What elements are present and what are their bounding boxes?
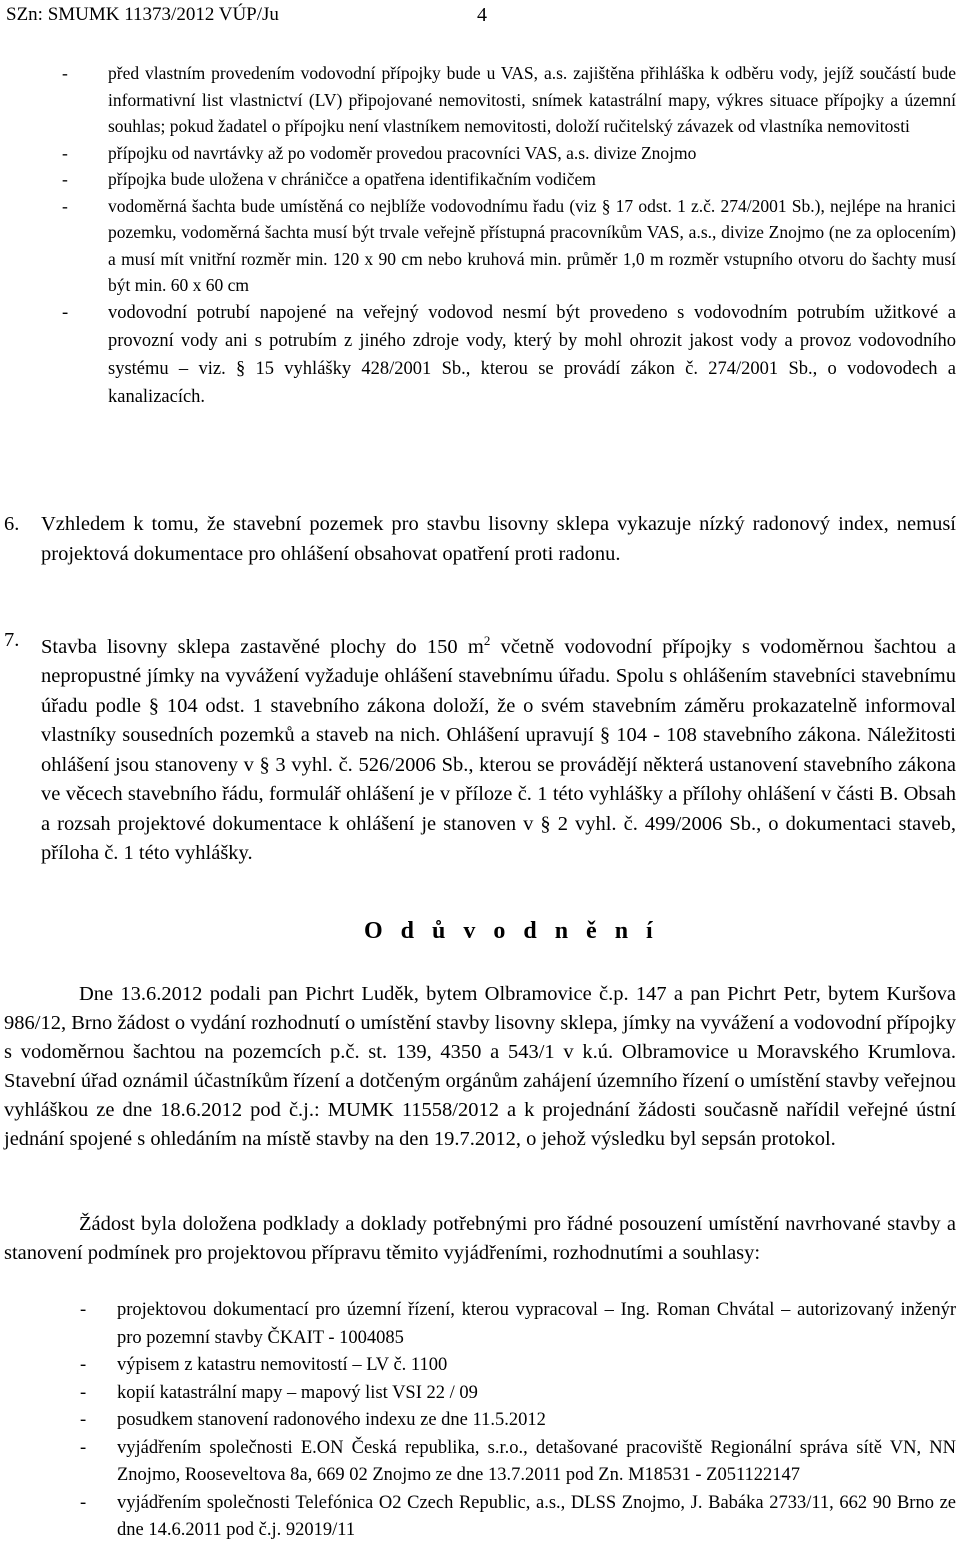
justification-paragraph-2: Žádost byla doložena podklady a doklady potřebnými pro řádné posouzení umístění navrhované stavby a stanovení podmínek pro projektovou přípravu těmito vyjádřeními, rozhodnutími a souhlasy: [4,1213,956,1264]
page-header [6,4,954,34]
list-item-text: přípojku od navrtávky až po vodoměr provedou pracovníci VAS, a.s. divize Znojmo [108,142,697,163]
list-item-text: vyjádřením společnosti E.ON Česká republika, s.r.o., detašované pracoviště Regionální správa sítě VN, NN Znojmo, Rooseveltova 8a, 669 02 Znojmo ze dne 13.7.2011 pod Zn. M18531 - Z051122147 [117,1437,956,1485]
list-item-text: vyjádřením společnosti Telefónica O2 Czech Republic, a.s., DLSS Znojmo, J. Babáka 2733/11, 662 90 Brno ze dne 14.6.2011 pod č.j. 92019/11 [117,1492,956,1540]
point-text-rest: včetně vodovodní přípojky s vodoměrnou šachtou a nepropustné jímky na vyvážení vyžaduje ohlášení stavebnímu úřadu. Spolu s ohlášením stavebníci stavebnímu úřadu podle § 104 odst. 1 stavebního zákona doloží, že o svém stavebním záměru prokazatelně informoval vlastníky sousedních pozemků a staveb na nich. Ohlášení upravují § 104 - 108 stavebního zákona. Náležitosti ohlášení jsou stanoveny v § 3 vyhl. č. 526/2006 Sb., kterou se provádějí některá ustanovení stavebního zákona ve věcech stavebního řádu, formulář ohlášení je v příloze č. 1 této vyhlášky a přílohy ohlášení v části B. Obsah a rozsah projektové dokumentace k ohlášení je stanoven v § 2 vyhl. č. 499/2006 Sb., o dokumentaci staveb, příloha č. 1 této vyhlášky. [41,635,956,865]
point-text-start: Stavba lisovny sklepa zastavěné plochy do 150 m [41,635,484,658]
list-item-text: kopií katastrální mapy – mapový list VSI 22 / 09 [117,1382,478,1403]
list-item: - přípojku od navrtávky až po vodoměr provedou pracovníci VAS, a.s. divize Znojmo [62,142,697,163]
list-item: - přípojka bude uložena v chráničce a opatřena identifikačním vodičem [62,169,596,189]
list-item: - vodovodní potrubí napojené na veřejný vodovod nesmí být provedeno s vodovodním potrubím užitkové a provozní vody ani s potrubím z jiného zdroje vody, který by mohl ohrozit jakost vody a provoz vodovodního systému – viz. § 15 vyhlášky 428/2001 Sb., kterou se provádí zákon č. 274/2001 Sb., o vodovodech a kanalizacích. [62,302,956,407]
point-text: Vzhledem k tomu, že stavební pozemek pro stavbu lisovny sklepa vykazuje nízký radonový index, nemusí projektová dokumentace pro ohlášení obsahovat opatření proti radonu. [41,513,956,565]
conditions-list [0,60,960,411]
point-number: 6. [4,513,20,535]
list-item: - vyjádřením společnosti E.ON Česká republika, s.r.o., detašované pracoviště Regionální správa sítě VN, NN Znojmo, Rooseveltova 8a, 669 02 Znojmo ze dne 13.7.2011 pod Zn. M18531 - Z051122147 [80,1437,956,1485]
list-item: - vyjádřením společnosti Telefónica O2 Czech Republic, a.s., DLSS Znojmo, J. Babáka 2733/11, 662 90 Brno ze dne 14.6.2011 pod č.j. 92019/11 [80,1492,956,1540]
list-item-text: projektovou dokumentací pro územní řízení, kterou vypracoval – Ing. Roman Chvátal – autorizovaný inženýr pro pozemní stavby ČKAIT - 1004085 [117,1300,956,1348]
file-reference: SZn: SMUMK 11373/2012 VÚP/Ju [6,4,279,25]
list-item-text: před vlastním provedením vodovodní přípojky bude u VAS, a.s. zajištěna přihláška k odběru vody, jejíž součástí bude informativní list vlastnictví (LV) připojované nemovitosti, snímek katastrální mapy, výkres situace přípojky a územní souhlas; pokud žadatel o přípojku není vlastníkem nemovitosti, doloží ručitelský závazek od vlastníka nemovitosti [108,63,956,136]
list-item: - projektovou dokumentací pro územní řízení, kterou vypracoval – Ing. Roman Chvátal – autorizovaný inženýr pro pozemní stavby ČKAIT - 1004085 [80,1300,956,1348]
list-item-text: vodoměrná šachta bude umístěná co nejblíže vodovodnímu řadu (viz § 17 odst. 1 z.č. 274/2001 Sb.), nejlépe na hranici pozemku, vodoměrná šachta musí být trvale veřejně přístupná pracovníkům VAS, a.s., divize Znojmo (ne za oplocením) a musí mít vnitřní rozměr min. 120 x 90 cm nebo kruhová min. průměr 1,0 m rozměr vstupního otvoru do šachty musí být min. 60 x 60 cm [108,195,956,295]
documents-list [0,1297,960,1545]
superscript: 2 [483,633,491,648]
list-item: - vodoměrná šachta bude umístěná co nejblíže vodovodnímu řadu (viz § 17 odst. 1 z.č. 274/2001 Sb.), nejlépe na hranici pozemku, vodoměrná šachta musí být trvale veřejně přístupná pracovníkům VAS, a.s., divize Znojmo (ne za oplocením) a musí mít vnitřní rozměr min. 120 x 90 cm nebo kruhová min. průměr 1,0 m rozměr vstupního otvoru do šachty musí být min. 60 x 60 cm [62,195,956,295]
list-item-text: posudkem stanovení radonového indexu ze dne 11.5.2012 [117,1410,546,1430]
point-7 [0,626,960,869]
page-number: 4 [477,4,487,26]
list-item-text: vodovodní potrubí napojené na veřejný vodovod nesmí být provedeno s vodovodním potrubím užitkové a provozní vody ani s potrubím z jiného zdroje vody, který by mohl ohrozit jakost vody a provoz vodovodního systému – viz. § 15 vyhlášky 428/2001 Sb., kterou se provádí zákon č. 274/2001 Sb., o vodovodech a kanalizacích. [108,302,956,407]
point-number: 7. [4,629,20,651]
list-item: - posudkem stanovení radonového indexu ze dne 11.5.2012 [80,1410,546,1430]
list-item-text: výpisem z katastru nemovitostí – LV č. 1100 [117,1355,448,1375]
list-item: - kopií katastrální mapy – mapový list VSI 22 / 09 [80,1382,478,1403]
list-item-text: přípojka bude uložena v chráničce a opatřena identifikačním vodičem [108,169,596,189]
list-item: - výpisem z katastru nemovitostí – LV č. 1100 [80,1355,448,1375]
point-6 [0,510,960,569]
list-item: - před vlastním provedením vodovodní přípojky bude u VAS, a.s. zajištěna přihláška k odběru vody, jejíž součástí bude informativní list vlastnictví (LV) připojované nemovitosti, snímek katastrální mapy, výkres situace přípojky a územní souhlas; pokud žadatel o přípojku není vlastníkem nemovitosti, doloží ručitelský závazek od vlastníka nemovitosti [62,63,956,136]
section-heading: O d ů v o d n ě n í [364,918,659,944]
justification-paragraph-1: Dne 13.6.2012 podali pan Pichrt Luděk, bytem Olbramovice č.p. 147 a pan Pichrt Petr, bytem Kuršova 986/12, Brno žádost o vydání rozhodnutí o umístění stavby lisovny sklepa, jímky na vyvážení a vodovodní přípojky s vodoměrnou šachtou na pozemcích p.č. st. 139, 4350 a 543/1 v k.ú. Olbramovice u Moravského Krumlova. Stavební úřad oznámil účastníkům řízení a dotčeným orgánům zahájení územního řízení o umístění stavby veřejnou vyhláškou ze dne 18.6.2012 pod č.j.: MUMK 11558/2012 a k projednání žádosti současně nařídil veřejné ústní jednání spojené s ohledáním na místě stavby na den 19.7.2012, o jehož výsledku byl sepsán protokol. [4,983,956,1150]
